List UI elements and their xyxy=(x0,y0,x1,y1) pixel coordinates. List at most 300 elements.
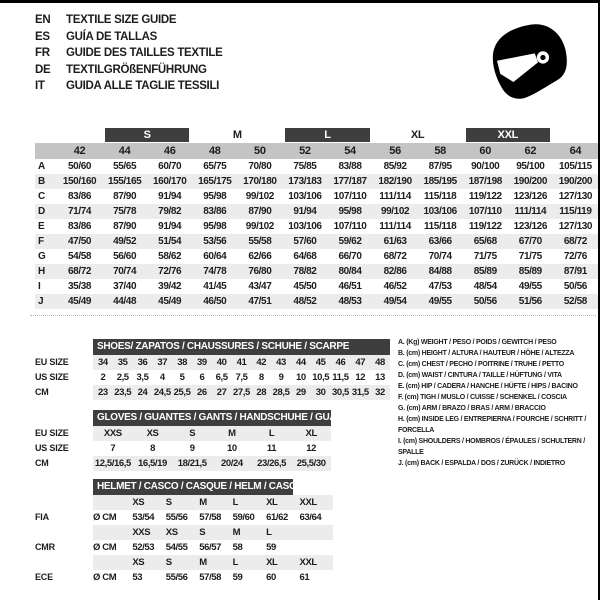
racing-helmet-icon xyxy=(488,17,570,111)
size-value: 10 xyxy=(226,443,237,454)
size-value: 29 xyxy=(295,387,306,398)
shoes-row-cm xyxy=(35,385,390,400)
measurement-value: 103/106 xyxy=(288,221,322,232)
measurement-value: 83/86 xyxy=(203,206,227,217)
size-value: 2 xyxy=(100,372,106,383)
measurement-value: 187/198 xyxy=(468,176,502,187)
size-value: 30 xyxy=(315,387,326,398)
measurement-value: 46/51 xyxy=(338,281,362,292)
size-group-cell xyxy=(373,127,463,143)
language-row xyxy=(35,29,223,46)
row-letter: C xyxy=(38,191,45,202)
measurement-value: 91/94 xyxy=(158,221,182,232)
measurement-value: 65/75 xyxy=(203,161,227,172)
language-code: FR xyxy=(35,47,50,59)
numeric-size-label: 50 xyxy=(254,145,266,157)
size-value: 10,5 xyxy=(312,372,330,383)
measurement-value: 46/52 xyxy=(383,281,407,292)
measurement-value: 53/56 xyxy=(203,236,227,247)
row-cells xyxy=(93,441,331,456)
measurement-value: 43/47 xyxy=(248,281,272,292)
measurement-value: 57/60 xyxy=(293,236,317,247)
size-group-cell xyxy=(102,127,192,143)
helmet-size-value: 57/58 xyxy=(199,572,221,583)
measurement-value: 119/122 xyxy=(468,221,502,232)
helmet-size-value: 60 xyxy=(266,572,276,583)
measurement-value: 190/200 xyxy=(558,176,593,187)
measurement-value: 61/63 xyxy=(383,236,407,247)
measurement-value: 48/53 xyxy=(338,296,362,307)
helmet-value-band xyxy=(93,510,333,525)
size-value: 25,5 xyxy=(173,387,191,398)
size-value: 7,5 xyxy=(235,372,248,383)
measurement-value: 84/88 xyxy=(428,266,452,277)
size-value: 43 xyxy=(276,357,286,368)
measurement-value: 123/126 xyxy=(513,221,547,232)
guide-title: GUÍA DE TALLAS xyxy=(66,30,157,43)
measurement-value: 55/58 xyxy=(248,236,272,247)
size-value: 46 xyxy=(335,357,346,368)
helmet-size-value: 53/54 xyxy=(132,512,155,523)
gloves-section-header: GLOVES / GUANTES / GANTS / HANDSCHUHE / GUANTI xyxy=(93,410,331,426)
measurement-value: 35/38 xyxy=(68,281,92,292)
measurement-value: 115/119 xyxy=(559,206,592,217)
helmet-value-band xyxy=(93,570,333,585)
measurement-value: 111/114 xyxy=(379,221,411,232)
language-code: IT xyxy=(35,80,45,92)
gloves-row-eu-size xyxy=(35,426,331,441)
size-value: 23 xyxy=(98,387,108,398)
measurement-value: 56/60 xyxy=(113,251,137,262)
gloves-row-us-size xyxy=(35,441,331,456)
measurement-row-c xyxy=(35,189,598,204)
measurement-value: 46/50 xyxy=(203,296,227,307)
row-cells xyxy=(93,426,331,441)
size-group-header-row xyxy=(35,127,598,143)
measurement-value: 90/100 xyxy=(471,161,500,172)
standard-label: ECE xyxy=(35,572,53,582)
measurement-value: 47/50 xyxy=(68,236,92,247)
guide-title: GUIDA ALLE TAGLIE TESSILI xyxy=(66,80,220,92)
row-label: EU SIZE xyxy=(35,357,69,367)
measurement-value: 45/49 xyxy=(68,296,92,307)
helmet-size-value: 52/53 xyxy=(132,542,155,553)
legend-item: C. (cm) CHEST / PECHO / POITRINE / TRUHE / PETTO xyxy=(398,361,565,368)
measurement-value: 64/68 xyxy=(293,251,317,262)
diameter-unit-label: Ø CM xyxy=(93,572,117,583)
size-value: 5 xyxy=(179,372,185,383)
measurement-value: 85/89 xyxy=(473,266,497,277)
measurement-value: 76/80 xyxy=(248,266,272,277)
measurement-legend xyxy=(398,337,598,469)
shoes-section xyxy=(35,339,390,400)
helmet-size-value: 56/57 xyxy=(199,542,221,553)
row-letter: B xyxy=(38,176,45,187)
measurement-value: 50/60 xyxy=(68,161,92,172)
measurement-value: 51/56 xyxy=(518,296,542,307)
measurement-value: 71/75 xyxy=(518,251,542,262)
measurement-value: 115/118 xyxy=(424,191,457,202)
size-value: XS xyxy=(146,428,159,439)
measurement-value: 115/118 xyxy=(424,221,457,232)
size-value: 18/21,5 xyxy=(177,458,207,469)
size-value: 40 xyxy=(216,357,227,368)
helmet-size-labels-row-cmr xyxy=(35,525,333,540)
row-cells xyxy=(93,385,390,400)
measurement-value: 49/52 xyxy=(113,236,137,247)
size-value: 9 xyxy=(278,372,284,383)
helmet-size-label xyxy=(300,525,333,540)
size-value: M xyxy=(228,428,236,439)
size-value: 36 xyxy=(137,357,148,368)
size-value: 35 xyxy=(117,357,128,368)
measurement-value: 91/94 xyxy=(293,206,317,217)
size-value: 34 xyxy=(98,357,108,368)
measurement-value: 48/52 xyxy=(293,296,317,307)
measurement-value: 95/98 xyxy=(203,221,227,232)
measurement-value: 44/48 xyxy=(113,296,137,307)
helmet-size-value: 59/60 xyxy=(232,512,255,523)
legend-item: B. (cm) HEIGHT / ALTURA / HAUTEUR / HÖHE / ALTEZZA xyxy=(398,350,575,357)
legend-item: I. (cm) SHOULDERS / HOMBROS / ÉPAULES / SCHULTERN / SPALLE xyxy=(398,438,585,456)
numeric-size-label: 42 xyxy=(73,145,86,157)
measurement-row-a xyxy=(35,159,598,174)
numeric-size-header-row xyxy=(35,143,598,159)
measurement-value: 60/64 xyxy=(203,251,227,262)
measurement-row-d xyxy=(35,204,598,219)
measurement-value: 50/56 xyxy=(473,296,497,307)
helmet-size-label: XL xyxy=(266,557,278,568)
measurement-value: 45/50 xyxy=(293,281,317,292)
measurement-row-g xyxy=(35,249,598,264)
size-value: 7 xyxy=(110,443,116,454)
measurement-value: 123/126 xyxy=(513,191,547,202)
measurement-value: 99/102 xyxy=(245,221,274,232)
language-code: EN xyxy=(35,14,51,26)
measurement-value: 107/110 xyxy=(333,221,367,232)
group-spacer xyxy=(35,127,102,143)
helmet-size-label: S xyxy=(165,557,172,568)
size-value: XXS xyxy=(103,428,122,439)
measurement-value: 62/66 xyxy=(248,251,272,262)
helmet-values-row-fia xyxy=(35,510,333,525)
legend-item: A. (Kg) WEIGHT / PESO / POIDS / GEWITCH / PESO xyxy=(398,339,557,346)
measurement-row-e xyxy=(35,219,598,234)
size-group-label-m: M xyxy=(232,129,242,141)
measurement-value: 72/76 xyxy=(563,251,587,262)
size-value: 8 xyxy=(150,443,155,454)
measurement-value: 49/55 xyxy=(428,296,452,307)
size-value: 23/26,5 xyxy=(257,458,286,469)
size-value: 26 xyxy=(196,387,207,398)
measurement-value: 39/42 xyxy=(158,281,182,292)
size-value: 42 xyxy=(256,357,267,368)
size-value: 12 xyxy=(306,443,317,454)
helmet-value-band xyxy=(93,540,333,555)
helmet-size-value: 59 xyxy=(266,542,276,553)
measurement-value: 74/78 xyxy=(203,266,227,277)
measurement-row-i xyxy=(35,279,598,294)
measurement-value: 95/98 xyxy=(203,191,227,202)
helmet-size-label: XL xyxy=(266,497,278,508)
measurement-value: 79/82 xyxy=(158,206,182,217)
size-value: 30,5 xyxy=(332,387,349,398)
helmet-size-label: M xyxy=(199,497,207,508)
size-value: 20/24 xyxy=(220,458,243,469)
measurement-value: 68/72 xyxy=(563,236,587,247)
size-value: L xyxy=(268,428,275,439)
language-row xyxy=(35,45,223,62)
legend-item: H. (cm) INSIDE LEG / ENTREPIERNA / FOURCHE / SCHRITT / FORCELLA xyxy=(398,416,587,434)
helmet-size-label: L xyxy=(232,497,239,508)
measurement-value: 111/114 xyxy=(379,191,411,202)
diameter-unit-label: Ø CM xyxy=(93,512,117,523)
helmet-size-band xyxy=(93,495,333,510)
measurement-value: 105/115 xyxy=(559,161,592,172)
measurement-value: 67/70 xyxy=(518,236,542,247)
unit-spacer xyxy=(93,495,132,510)
size-group-cell xyxy=(463,127,553,143)
size-value: 6 xyxy=(199,372,205,383)
measurement-value: 68/72 xyxy=(68,266,92,277)
shoes-row-eu-size xyxy=(35,355,390,370)
measurement-value: 150/160 xyxy=(62,176,97,187)
helmet-size-band xyxy=(93,525,333,540)
standard-label: CMR xyxy=(35,542,55,552)
measurement-value: 41/45 xyxy=(203,281,227,292)
size-value: 8 xyxy=(258,372,264,383)
size-value: 3,5 xyxy=(136,372,149,383)
size-value: 24,5 xyxy=(153,387,171,398)
legend-item: E. (cm) HIP / CADERA / HANCHE / HÜFTE / HIPS / BACINO xyxy=(398,383,578,390)
numeric-size-label: 56 xyxy=(389,145,401,157)
measurement-value: 70/74 xyxy=(113,266,137,277)
measurement-value: 185/195 xyxy=(423,176,457,187)
measurement-value: 54/58 xyxy=(68,251,92,262)
helmet-size-value: 58 xyxy=(232,542,243,553)
helmet-size-label: M xyxy=(232,527,241,538)
measurement-value: 47/53 xyxy=(428,281,452,292)
size-value: 16,5/19 xyxy=(138,458,167,469)
row-label: US SIZE xyxy=(35,372,69,382)
size-value: 31,5 xyxy=(351,387,369,398)
measurement-value: 165/175 xyxy=(198,176,232,187)
size-value: 28 xyxy=(256,387,267,398)
measurement-value: 75/78 xyxy=(113,206,137,217)
size-value: 48 xyxy=(375,357,385,368)
size-value: 27 xyxy=(216,387,227,398)
legend-item: J. (cm) BACK / ESPALDA / DOS / ZURÜCK / INDIETRO xyxy=(398,460,565,467)
measurement-value: 75/85 xyxy=(293,161,317,172)
legend-item: D. (cm) WAIST / CINTURA / TAILLE / HÜFTUNG / VITA xyxy=(398,372,562,379)
measurement-value: 127/130 xyxy=(558,221,593,232)
helmet-size-value: 53 xyxy=(132,572,143,583)
gloves-row-cm xyxy=(35,456,331,471)
measurement-value: 99/102 xyxy=(245,191,274,202)
helmet-size-value xyxy=(300,540,333,555)
helmet-size-label: XXL xyxy=(299,557,317,568)
size-value: S xyxy=(189,428,196,439)
measurement-value: 58/62 xyxy=(158,251,182,262)
size-value: 32 xyxy=(375,387,385,398)
size-value: 11,5 xyxy=(332,372,349,383)
size-value: 9 xyxy=(189,443,195,454)
language-code: ES xyxy=(35,30,50,43)
measurement-value: 71/75 xyxy=(473,251,497,262)
size-value: 11 xyxy=(266,443,277,454)
size-value: 13 xyxy=(375,372,385,383)
size-value: 12 xyxy=(355,372,366,383)
measurement-value: 119/122 xyxy=(468,191,502,202)
measurement-value: 49/54 xyxy=(383,296,407,307)
measurement-value: 103/106 xyxy=(423,206,457,217)
measurement-value: 85/89 xyxy=(518,266,542,277)
measurement-value: 160/170 xyxy=(153,176,187,187)
measurement-value: 111/114 xyxy=(514,206,547,217)
measurement-value: 83/88 xyxy=(338,161,362,172)
numeric-size-label: 52 xyxy=(299,145,311,157)
unit-spacer xyxy=(93,525,132,540)
measurement-row-b xyxy=(35,174,598,189)
dotted-separator xyxy=(30,315,596,316)
measurement-row-h xyxy=(35,264,598,279)
size-value: 44 xyxy=(295,357,306,368)
helmet-size-value: 61/62 xyxy=(266,512,288,523)
measurement-value: 87/90 xyxy=(113,221,137,232)
size-value: 25,5/30 xyxy=(296,458,326,469)
helmet-size-value: 54/55 xyxy=(165,542,188,553)
language-title-block xyxy=(35,12,223,95)
helmet-size-label: L xyxy=(266,527,272,538)
helmet-size-value: 61 xyxy=(299,572,310,583)
size-group-label-xxl: XXL xyxy=(466,128,550,142)
measurement-value: 182/190 xyxy=(378,176,412,187)
size-value: 24 xyxy=(137,387,148,398)
measurement-value: 83/86 xyxy=(68,221,92,232)
measurement-value: 70/74 xyxy=(428,251,452,262)
helmet-values-row-cmr xyxy=(35,540,333,555)
measurement-value: 85/92 xyxy=(383,161,407,172)
helmet-size-label: XXL xyxy=(299,497,317,508)
row-letter: A xyxy=(38,161,45,172)
measurement-value: 82/86 xyxy=(383,266,407,277)
measurement-value: 87/90 xyxy=(248,206,272,217)
measurement-value: 59/62 xyxy=(338,236,362,247)
measurement-value: 173/183 xyxy=(288,176,322,187)
size-value: 38 xyxy=(177,357,187,368)
language-row xyxy=(35,78,223,95)
legend-item: G. (cm) ARM / BRAZO / BRAS / ARM / BRACCIO xyxy=(398,405,546,412)
numeric-size-label: 46 xyxy=(163,145,176,157)
legend-item: F. (cm) TIGH / MUSLO / CUISSE / SCHENKEL / COSCIA xyxy=(398,394,567,401)
size-value: 27,5 xyxy=(233,387,250,398)
numeric-size-label: 60 xyxy=(479,145,492,157)
measurement-value: 49/55 xyxy=(518,281,542,292)
helmet-size-label: XXS xyxy=(132,527,151,538)
main-size-table xyxy=(35,127,598,309)
helmet-section xyxy=(35,479,333,585)
row-cells xyxy=(93,355,390,370)
standard-label: FIA xyxy=(35,512,49,522)
size-value: 39 xyxy=(196,357,207,368)
row-label: CM xyxy=(35,458,49,468)
measurement-value: 99/102 xyxy=(380,206,410,217)
helmet-size-label: XS xyxy=(132,497,145,508)
measurement-value: 107/110 xyxy=(333,191,367,202)
size-value: 10 xyxy=(295,372,306,383)
measurement-value: 71/74 xyxy=(68,206,92,217)
helmet-size-value: 63/64 xyxy=(299,512,322,523)
row-label: CM xyxy=(35,387,49,397)
numeric-size-label: 54 xyxy=(344,145,356,157)
size-value: XL xyxy=(305,428,317,439)
language-row xyxy=(35,12,223,29)
numeric-size-label: 64 xyxy=(569,145,582,157)
helmet-size-label: M xyxy=(199,557,207,568)
measurement-value: 72/76 xyxy=(158,266,182,277)
unit-spacer xyxy=(93,555,132,570)
measurement-value: 170/180 xyxy=(243,176,277,187)
size-group-cell xyxy=(282,127,372,143)
measurement-value: 95/100 xyxy=(516,161,545,172)
size-value: 41 xyxy=(236,357,247,368)
size-group-label-xl: XL xyxy=(410,129,425,141)
measurement-value: 80/84 xyxy=(338,266,362,277)
measurement-row-j xyxy=(35,294,598,309)
row-letter: F xyxy=(38,236,44,247)
helmet-size-value: 59 xyxy=(232,572,243,583)
size-value: 2,5 xyxy=(116,372,129,383)
guide-title: TEXTILGRÖßENFÜHRUNG xyxy=(66,63,207,76)
row-label-spacer xyxy=(35,555,93,570)
measurement-value: 155/165 xyxy=(107,176,142,187)
measurement-value: 78/82 xyxy=(293,266,317,277)
measurement-value: 48/54 xyxy=(473,281,497,292)
numeric-size-label: 58 xyxy=(434,145,446,157)
measurement-row-f xyxy=(35,234,598,249)
size-value: 28,5 xyxy=(272,387,290,398)
measurement-value: 63/66 xyxy=(428,236,452,247)
row-label: EU SIZE xyxy=(35,428,69,438)
measurement-value: 87/95 xyxy=(428,161,452,172)
measurement-value: 95/98 xyxy=(338,206,362,217)
row-letter: G xyxy=(38,251,46,262)
helmet-size-label: S xyxy=(199,527,206,538)
size-group-cell xyxy=(192,127,282,143)
measurement-value: 87/90 xyxy=(113,191,137,202)
row-cells xyxy=(93,456,331,471)
size-value: 12,5/16,5 xyxy=(94,458,131,469)
row-letter: H xyxy=(38,266,45,277)
size-value: 47 xyxy=(355,357,366,368)
measurement-value: 70/80 xyxy=(248,161,272,172)
row-cells xyxy=(93,370,390,385)
helmet-size-labels-row-ece xyxy=(35,555,333,570)
measurement-value: 50/56 xyxy=(563,281,587,292)
helmet-size-labels-row-fia xyxy=(35,495,333,510)
size-value: 45 xyxy=(315,357,326,368)
row-letter: J xyxy=(38,296,44,307)
measurement-value: 87/91 xyxy=(563,266,587,277)
size-header-spacer xyxy=(35,143,57,159)
measurement-value: 45/49 xyxy=(158,296,182,307)
shoes-row-us-size xyxy=(35,370,390,385)
measurement-value: 127/130 xyxy=(558,191,593,202)
size-value: 23,5 xyxy=(114,387,132,398)
numeric-size-label: 62 xyxy=(524,145,537,157)
language-row xyxy=(35,62,223,79)
measurement-value: 47/51 xyxy=(248,296,272,307)
